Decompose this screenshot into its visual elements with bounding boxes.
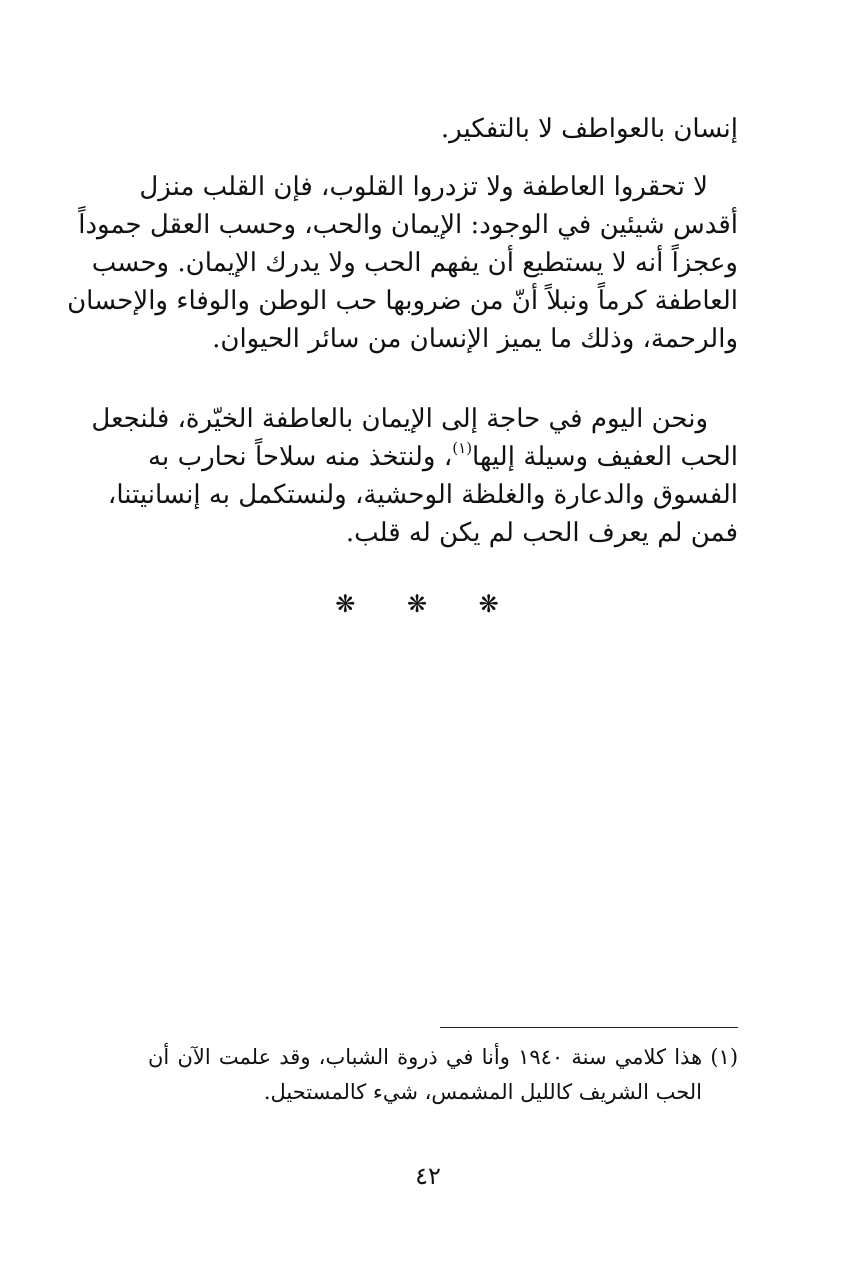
text-line: الفسوق والدعارة والغلظة الوحشية، ولنستكمل به إنسانيتنا، [107, 480, 738, 510]
footnote-marker[interactable]: (١) [452, 439, 473, 457]
section-separator-stars: ❋ ❋ ❋ [335, 590, 521, 618]
text-line: العاطفة كرماً ونبلاً أنّ من ضروبها حب الوطن والوفاء والإحسان [67, 286, 738, 316]
text-line-with-footnote [148, 438, 738, 476]
footnote-divider [440, 1027, 738, 1028]
page-number: ٤٢ [415, 1162, 441, 1190]
text-line: والرحمة، وذلك ما يميز الإنسان من سائر الحيوان. [212, 324, 738, 354]
text-line: وعجزاً أنه لا يستطيع أن يفهم الحب ولا يدرك الإيمان. وحسب [91, 248, 738, 278]
text-line: إنسان بالعواطف لا بالتفكير. [440, 114, 738, 144]
paragraph-love [91, 400, 739, 552]
text-line: ونحن اليوم في حاجة إلى الإيمان بالعاطفة الخيّرة، فلنجعل [91, 404, 708, 434]
text-line: فمن لم يعرف الحب لم يكن له قلب. [345, 518, 738, 548]
footnote [148, 1040, 738, 1110]
footnote-line: (١) هذا كلامي سنة ١٩٤٠ وأنا في ذروة الشباب، وقد علمت الآن أن [148, 1045, 739, 1069]
text-line: أقدس شيئين في الوجود: الإيمان والحب، وحسب العقل جموداً [78, 210, 738, 240]
text-segment: ، ولنتخذ منه سلاحاً نحارب به [148, 442, 453, 472]
text-line: لا تحقروا العاطفة ولا تزدروا القلوب، فإن القلب منزل [139, 172, 708, 202]
paragraph-emotion [67, 168, 738, 358]
paragraph-continuation [148, 110, 738, 148]
text-segment: الحب العفيف وسيلة إليها [472, 442, 739, 472]
footnote-line: الحب الشريف كالليل المشمس، شيء كالمستحيل. [263, 1080, 702, 1104]
